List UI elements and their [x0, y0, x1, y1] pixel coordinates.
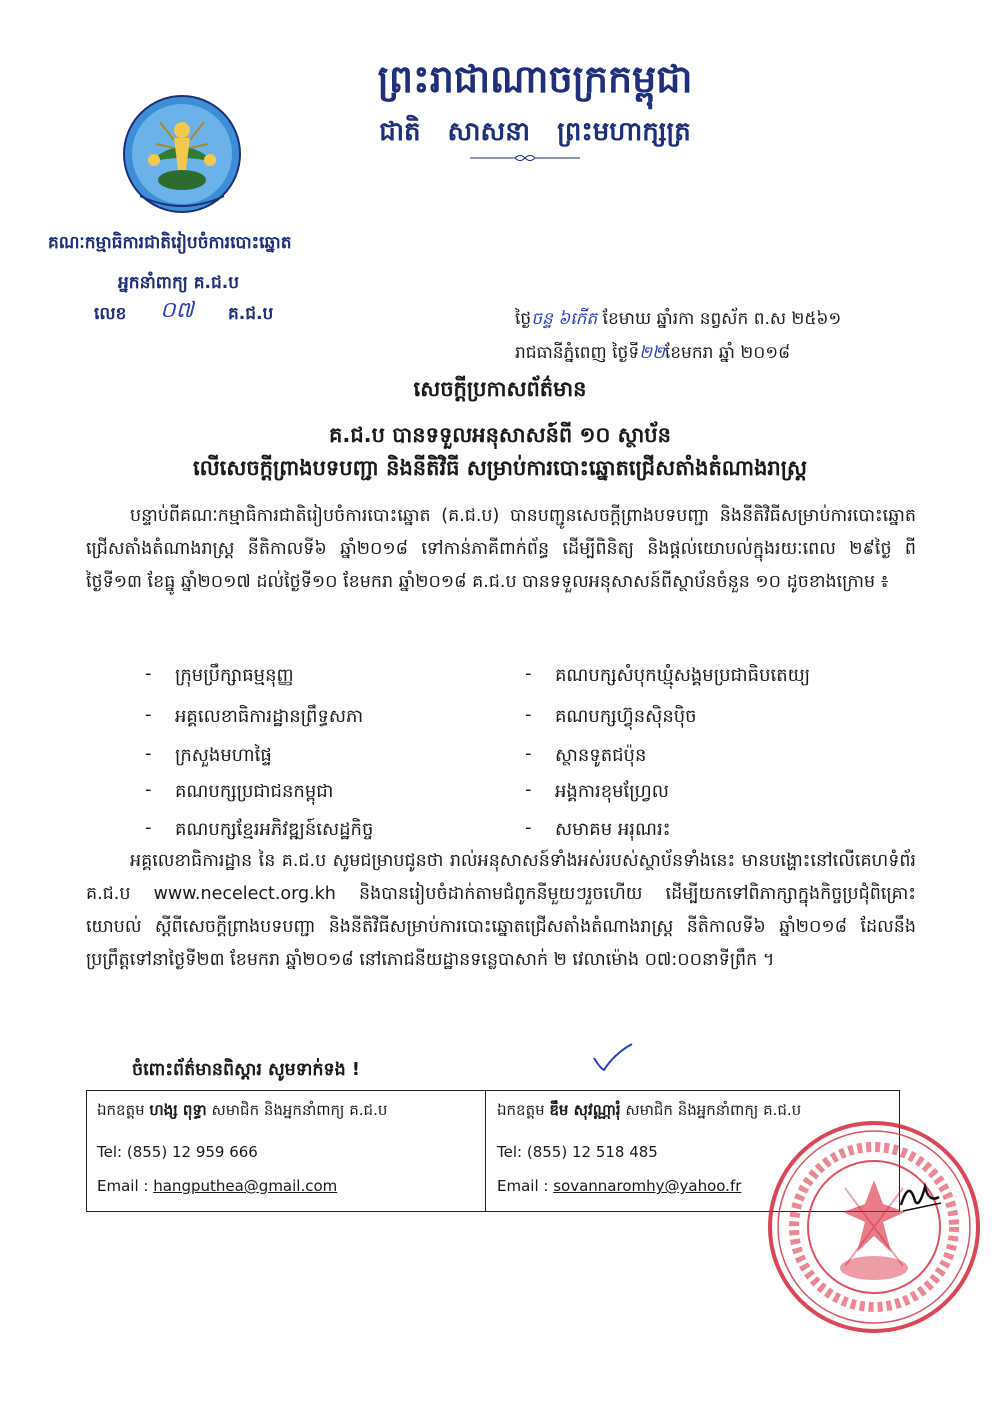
notice-paragraph: អគ្គលេខាធិការដ្ឋាន នៃ គ.ជ.ប សូមជម្រាបជូនថា រាល់អនុសាសន៍ទាំងអស់របស់ស្ថាប័នទាំងនេះ មានបង្ហោះនៅលើគេហទំព័រ គ.ជ.ប www.necelect.org.kh និងបានរៀបចំដាក់តាមជំពូកនីមួយៗរួចហើយ ដើម្បីយកទៅពិភាក្សាក្នុងកិច្ចប្រជុំពិគ្រោះយោបល់ ស្តីពីសេចក្តីព្រាងបទបញ្ជា និងនីតិវិធីសម្រាប់ការបោះឆ្នោតជ្រើសតាំងតំណាងរាស្ត្រ នីតិកាលទី៦ ឆ្នាំ២០១៨ ដែលនឹងប្រព្រឹត្តទៅនាថ្ងៃទី២៣ ខែមករា ឆ្នាំ២០១៨ នៅភោជនីយដ្ឋានទន្លេបាសាក់ ២ វេលាម៉ោង ០៧:០០នាទីព្រឹក ។: [86, 851, 916, 970]
contact-2-heading: [497, 1101, 801, 1123]
list-dash: -: [525, 743, 532, 764]
closing-line: ចំពោះព័ត៌មានពិស្តារ សូមទាក់ទង !: [132, 1060, 360, 1080]
contact-1-title: ឯកឧត្តម: [97, 1101, 145, 1119]
list-item: [525, 663, 895, 695]
contact-1-tel-label: Tel:: [97, 1143, 123, 1161]
official-seal-stamp-icon: [765, 1118, 983, 1336]
document-number-value: ០៧: [160, 298, 194, 323]
ornament-divider-icon: [470, 153, 580, 163]
national-motto: ជាតិ សាសនា ព្រះមហាក្សត្រ: [379, 117, 691, 147]
institution-right-4: អង្គការខុមហ្វ្រែល: [555, 781, 669, 802]
contact-1-email-row: [97, 1177, 337, 1195]
institution-left-1: ក្រុមប្រឹក្សាធម្មនុញ្ញ: [175, 665, 294, 686]
contact-card-1: [87, 1091, 486, 1211]
list-dash: -: [525, 663, 532, 684]
contact-1-tel-row: [97, 1143, 258, 1161]
lunar-date-prefix: ថ្ងៃ: [515, 309, 532, 329]
intro-paragraph: បន្ទាប់ពីគណៈកម្មាធិការជាតិរៀបចំការបោះឆ្នោត (គ.ជ.ប) បានបញ្ជូនសេចក្តីព្រាងបទបញ្ជា និងនីតិវិធីសម្រាប់ការបោះឆ្នោតជ្រើសតាំងតំណាងរាស្ត្រ នីតិកាលទី៦ ឆ្នាំ២០១៨ ទៅកាន់ភាគីពាក់ព័ន្ធ ដើម្បីពិនិត្យ និងផ្តល់យោបល់ក្នុងរយៈពេល ២៩ថ្ងៃ ពីថ្ងៃទី១៣ ខែធ្នូ ឆ្នាំ២០១៧ ដល់ថ្ងៃទី១០ ខែមករា ឆ្នាំ២០១៨ គ.ជ.ប បានទទួលអនុសាសន៍ពីស្ថាប័នចំនួន ១០ ដូចខាងក្រោម ៖: [86, 506, 916, 592]
institution-left-5: គណបក្សខ្មែរអភិវឌ្ឍន៍សេដ្ឋកិច្ច: [175, 819, 374, 840]
institution-left-2: អគ្គលេខាធិការដ្ឋានព្រឹទ្ធសភា: [175, 706, 364, 727]
list-dash: -: [525, 704, 532, 725]
document-number-suffix: គ.ជ.ប: [228, 304, 274, 324]
solar-date-handwritten: ២២: [639, 343, 665, 363]
contact-2-title: ឯកឧត្តម: [497, 1101, 545, 1119]
kingdom-title: ព្រះរាជាណាចក្រកម្ពុជា: [377, 57, 693, 101]
list-dash: -: [525, 817, 532, 838]
nec-logo-icon: [120, 92, 245, 217]
list-item: [525, 704, 895, 736]
document-subtitle-2: លើសេចក្តីព្រាងបទបញ្ជា និងនីតិវិធី សម្រាប់ការបោះឆ្នោតជ្រើសតាំងតំណាងរាស្ត្រ: [193, 456, 807, 480]
list-item: [145, 663, 475, 695]
list-dash: -: [145, 704, 152, 725]
list-item: [145, 743, 475, 775]
contact-1-email-label: Email :: [97, 1177, 149, 1195]
contact-1-tel[interactable]: (855) 12 959 666: [126, 1143, 258, 1161]
institution-left-3: ក្រសួងមហាផ្ទៃ: [175, 745, 272, 766]
lunar-date-handwritten: ចន្ទ ៦កើត: [531, 309, 598, 329]
document-subtitle-1: គ.ជ.ប បានទទួលអនុសាសន៍ពី ១០ ស្ថាប័ន: [329, 423, 671, 447]
spokesman-label: អ្នកនាំពាក្យ គ.ជ.ប: [118, 273, 240, 293]
institution-right-2: គណបក្សហ៊្វុនស៊ិនប៉ិច: [555, 706, 697, 727]
contact-2-tel-row: [497, 1143, 658, 1161]
contact-2-name: ឌឹម សុវណ្ណារុំ: [549, 1101, 621, 1119]
list-dash: -: [145, 779, 152, 800]
document-title: សេចក្តីប្រកាសព័ត៌មាន: [413, 377, 587, 401]
handwritten-check-icon: [590, 1040, 636, 1072]
solar-date-rest: ខែមករា ឆ្នាំ ២០១៨: [664, 343, 791, 363]
list-item: [525, 743, 895, 775]
list-dash: -: [145, 743, 152, 764]
solar-date: [515, 342, 790, 367]
list-dash: -: [145, 663, 152, 684]
list-dash: -: [525, 779, 532, 800]
contact-2-tel[interactable]: (855) 12 518 485: [526, 1143, 658, 1161]
contact-1-email-link[interactable]: hangputhea@gmail.com: [153, 1177, 338, 1195]
signature-icon: [895, 1175, 945, 1215]
list-item: [145, 779, 475, 811]
contact-2-tel-label: Tel:: [497, 1143, 523, 1161]
institution-right-3: ស្ថានទូតជប៉ុន: [555, 745, 647, 766]
contact-1-role: សមាជិក និងអ្នកនាំពាក្យ គ.ជ.ប: [211, 1101, 388, 1119]
lunar-date: [515, 308, 841, 333]
document-number-label: លេខ: [94, 304, 127, 324]
list-item: [525, 779, 895, 811]
institution-right-1: គណបក្សសំបុកឃ្មុំសង្គមប្រជាធិបតេយ្យ: [555, 665, 811, 686]
institution-left-4: គណបក្សប្រជាជនកម្ពុជា: [175, 781, 334, 802]
list-item: [145, 704, 475, 736]
organization-name: គណៈកម្មាធិការជាតិរៀបចំការបោះឆ្នោត: [48, 233, 292, 253]
lunar-date-rest: ខែមាឃ ឆ្នាំរកា នព្វស័ក ព.ស ២៥៦១: [602, 309, 842, 329]
solar-date-prefix: រាជធានីភ្នំពេញ ថ្ងៃទី: [515, 343, 640, 363]
contact-2-email-label: Email :: [497, 1177, 549, 1195]
contact-1-heading: [97, 1101, 387, 1123]
contact-2-role: សមាជិក និងអ្នកនាំពាក្យ គ.ជ.ប: [625, 1101, 802, 1119]
contact-2-email-row: [497, 1177, 741, 1195]
contact-1-name: ហង្ស ពុទ្ធា: [149, 1101, 207, 1119]
contact-2-email-link[interactable]: sovannaromhy@yahoo.fr: [553, 1177, 742, 1195]
institution-right-5: សមាគម អរុណរះ: [555, 819, 671, 840]
list-dash: -: [145, 817, 152, 838]
